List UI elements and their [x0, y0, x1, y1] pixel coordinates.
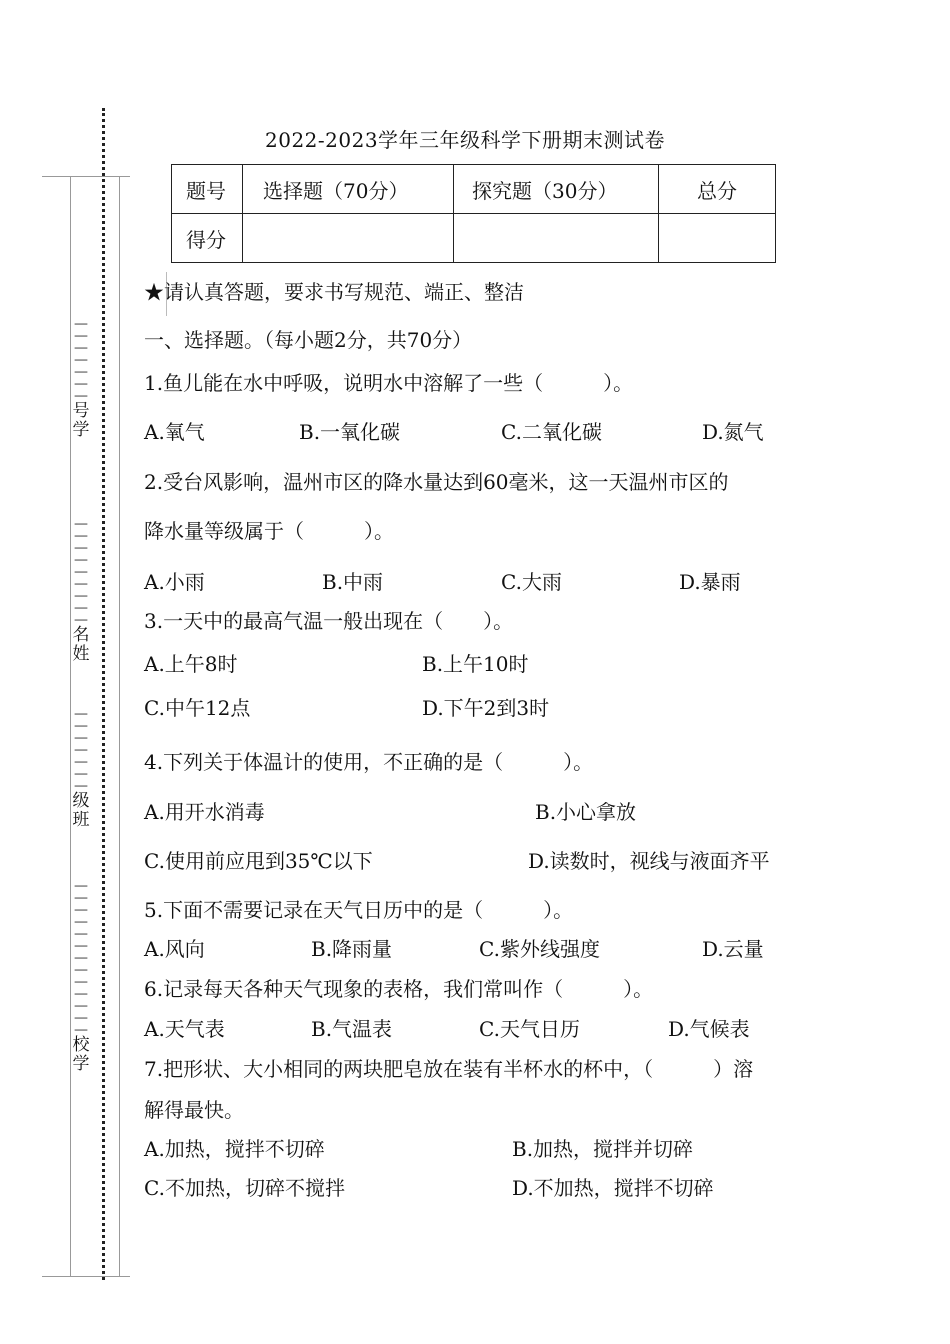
school-field[interactable]: — — — — — — — — — — — — — 校 学: [72, 878, 90, 1074]
binding-bottom-line: [42, 1276, 130, 1277]
option[interactable]: D.读数时，视线与液面齐平: [528, 849, 770, 873]
option[interactable]: B.加热，搅拌并切碎: [512, 1137, 694, 1161]
option[interactable]: B.降雨量: [311, 937, 393, 961]
question-stem: 7.把形状、大小相同的两块肥皂放在装有半杯水的杯中，（ ）溶: [144, 1057, 754, 1081]
question-stem-cont: 解得最快。: [144, 1098, 244, 1122]
student-id-field[interactable]: — — — — — — — 号 学: [72, 316, 90, 440]
score-table-header-row: [172, 165, 776, 214]
option[interactable]: B.上午10时: [422, 652, 529, 676]
option[interactable]: A.小雨: [144, 570, 205, 594]
option[interactable]: B.气温表: [311, 1017, 393, 1041]
option[interactable]: B.中雨: [322, 570, 384, 594]
option[interactable]: C.二氧化碳: [501, 420, 602, 444]
option[interactable]: C.天气日历: [479, 1017, 580, 1041]
score-input-cell[interactable]: [454, 214, 659, 263]
binding-right-line: [119, 176, 120, 1276]
option[interactable]: A.天气表: [144, 1017, 225, 1041]
question-stem: 1.鱼儿能在水中呼吸，说明水中溶解了一些（ ）。: [144, 371, 634, 395]
binding-top-line: [42, 176, 130, 177]
option[interactable]: A.加热，搅拌不切碎: [144, 1137, 325, 1161]
option[interactable]: C.中午12点: [144, 696, 251, 720]
question-stem: 6.记录每天各种天气现象的表格，我们常叫作（ ）。: [144, 977, 654, 1001]
row-label: 得分: [172, 214, 243, 263]
header-cell: 总分: [659, 165, 776, 214]
name-field[interactable]: — — — — — — — — — 名 姓: [72, 516, 90, 664]
option[interactable]: D.不加热，搅拌不切碎: [512, 1176, 714, 1200]
option[interactable]: D.下午2到3时: [422, 696, 550, 720]
option[interactable]: A.上午8时: [144, 652, 238, 676]
class-field[interactable]: — — — — — — — 级 班: [72, 706, 90, 830]
option[interactable]: A.风向: [144, 937, 205, 961]
option[interactable]: B.一氧化碳: [299, 420, 401, 444]
question-stem: 2.受台风影响，温州市区的降水量达到60毫米，这一天温州市区的: [144, 470, 729, 494]
option[interactable]: B.小心拿放: [535, 800, 637, 824]
score-table: [171, 164, 776, 263]
option[interactable]: D.云量: [702, 937, 764, 961]
binding-dotted-line: [102, 108, 105, 1280]
section-heading: 一、选择题。（每小题2分，共70分）: [144, 328, 473, 352]
option[interactable]: D.暴雨: [679, 570, 741, 594]
option[interactable]: A.用开水消毒: [144, 800, 265, 824]
option[interactable]: C.使用前应甩到35℃以下: [144, 849, 373, 873]
instruction-note: ★请认真答题，要求书写规范、端正、整洁: [144, 280, 524, 304]
header-cell: 探究题（30分）: [454, 165, 659, 214]
header-cell: 选择题（70分）: [243, 165, 454, 214]
option[interactable]: C.大雨: [501, 570, 562, 594]
question-stem: 3.一天中的最高气温一般出现在（ ）。: [144, 609, 514, 633]
question-stem: 4.下列关于体温计的使用，不正确的是（ ）。: [144, 750, 594, 774]
page-title: 2022-2023学年三年级科学下册期末测试卷: [265, 128, 666, 152]
header-cell: 题号: [172, 165, 243, 214]
option[interactable]: D.气候表: [668, 1017, 750, 1041]
question-stem-cont: 降水量等级属于（ ）。: [144, 519, 394, 543]
score-input-cell[interactable]: [659, 214, 776, 263]
option[interactable]: C.不加热，切碎不搅拌: [144, 1176, 345, 1200]
question-stem: 5.下面不需要记录在天气日历中的是（ ）。: [144, 898, 574, 922]
score-table-score-row: [172, 214, 776, 263]
option[interactable]: D.氮气: [702, 420, 764, 444]
score-input-cell[interactable]: [243, 214, 454, 263]
option[interactable]: A.氧气: [144, 420, 205, 444]
option[interactable]: C.紫外线强度: [479, 937, 600, 961]
